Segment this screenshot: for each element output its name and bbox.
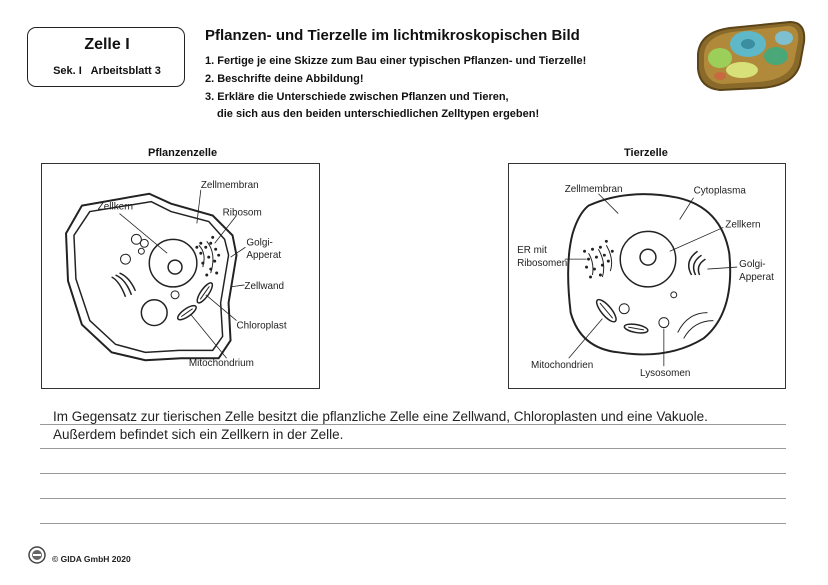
writing-line	[40, 448, 786, 449]
gida-logo-icon	[28, 546, 46, 564]
copyright: © GIDA GmbH 2020	[52, 554, 131, 564]
page-title: Pflanzen- und Tierzelle im lichtmikroskopischen Bild	[205, 27, 580, 44]
plant-label-golgi-1: Golgi-	[246, 237, 273, 249]
animal-label-er-2: Ribosomen	[517, 258, 568, 270]
animal-label-golgi-2: Apperat	[739, 271, 774, 283]
badge-title: Zelle I	[84, 36, 130, 53]
task-1: 1. Fertige je eine Skizze zum Bau einer typischen Pflanzen- und Tierzelle!	[205, 55, 587, 67]
animal-cell-diagram	[508, 163, 786, 389]
plant-label-zellwand: Zellwand	[244, 280, 285, 292]
answer-line-2[interactable]: Außerdem befindet sich ein Zellkern in der Zelle.	[53, 427, 344, 442]
writing-line	[40, 498, 786, 499]
animal-label-zellkern: Zellkern	[725, 219, 761, 231]
badge-subtitle: Sek. I Arbeitsblatt 3	[53, 65, 161, 77]
worksheet-badge	[27, 27, 185, 87]
plant-label-chloroplast: Chloroplast	[236, 320, 287, 332]
plant-label-zellmembran: Zellmembran	[200, 179, 259, 191]
plant-label-mitochondrium: Mitochondrium	[188, 358, 254, 370]
animal-label-er-1: ER mit	[517, 245, 547, 257]
cell-model-illustration	[690, 14, 810, 92]
animal-label-zellmembran: Zellmembran	[564, 183, 623, 195]
plant-cell-title: Pflanzenzelle	[148, 147, 218, 159]
plant-cell-diagram	[41, 163, 320, 389]
task-3-cont: die sich aus den beiden unterschiedlichen Zelltypen ergeben!	[217, 108, 540, 120]
plant-label-zellkern: Zellkern	[97, 201, 133, 213]
answer-line-1[interactable]: Im Gegensatz zur tierischen Zelle besitzt die pflanzliche Zelle eine Zellwand, Chloroplasten und eine Vakuole.	[53, 409, 708, 424]
animal-label-cytoplasma: Cytoplasma	[693, 185, 746, 197]
animal-label-mitochondrien: Mitochondrien	[531, 360, 594, 372]
task-2: 2. Beschrifte deine Abbildung!	[205, 73, 364, 85]
plant-label-ribosom: Ribosom	[222, 207, 262, 219]
animal-label-golgi-1: Golgi-	[739, 259, 766, 271]
writing-line	[40, 523, 786, 524]
animal-cell-title: Tierzelle	[624, 147, 668, 159]
plant-label-golgi-2: Apperat	[246, 250, 282, 262]
writing-line	[40, 473, 786, 474]
writing-line	[40, 424, 786, 425]
animal-label-lysosomen: Lysosomen	[640, 368, 691, 380]
task-3: 3. Erkläre die Unterschiede zwischen Pflanzen und Tieren,	[205, 91, 509, 103]
